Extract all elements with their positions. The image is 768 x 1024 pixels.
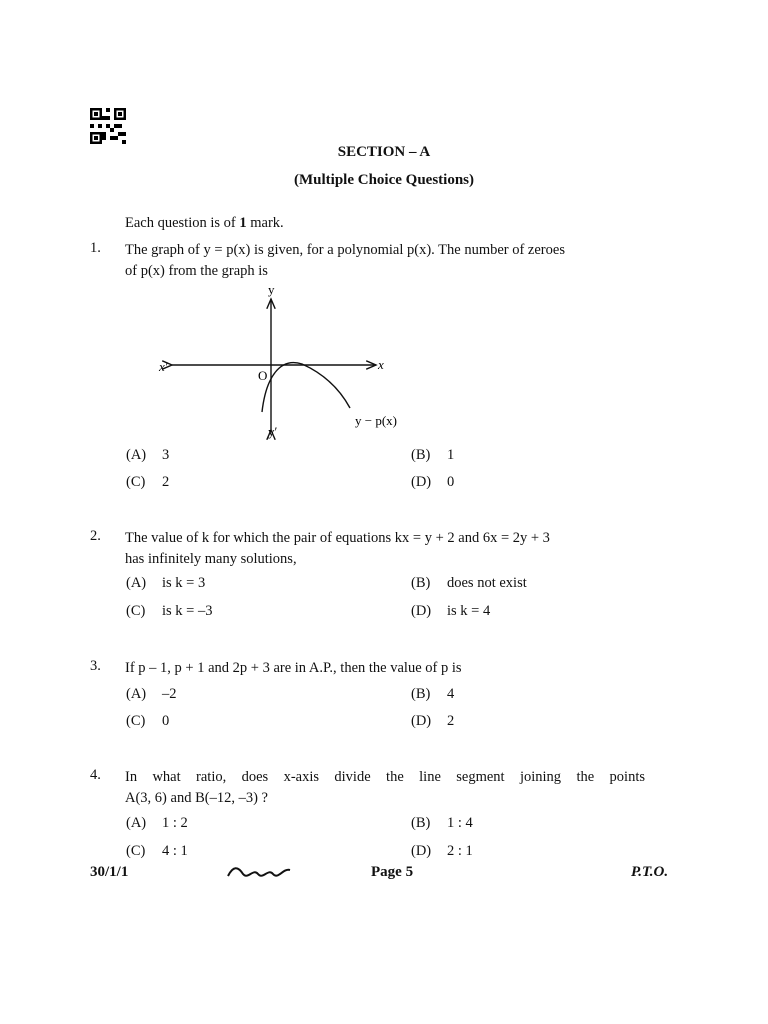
option-b[interactable]: (B) does not exist (411, 575, 527, 591)
option-d[interactable]: (D) 2 : 1 (411, 843, 473, 859)
question-text: In what ratio, does x-axis divide the line segment joining the points A(3, 6) and B(–12, –3) ? (125, 769, 645, 806)
x-axis-label: x (378, 357, 384, 372)
option-d[interactable]: (D) is k = 4 (411, 603, 491, 619)
option-a[interactable]: (A) is k = 3 (126, 575, 206, 591)
question-number: 4. (90, 767, 101, 783)
option-c[interactable]: (C) is k = –3 (126, 603, 213, 619)
option-b[interactable]: (B) 1 (411, 447, 455, 463)
curve-label: y − p(x) (355, 413, 397, 428)
section-title: SECTION – A (337, 144, 431, 160)
marks-value: 1 (239, 215, 247, 231)
option-a[interactable]: (A) 1 : 2 (126, 815, 188, 831)
question-number: 1. (90, 240, 101, 256)
origin-label: O (258, 368, 268, 383)
option-c[interactable]: (C) 2 (126, 474, 170, 490)
question-text: The graph of y = p(x) is given, for a polynomial p(x). The number of zeroes of p(x) from the graph is (125, 242, 565, 279)
pto-label: P.T.O. (631, 864, 669, 880)
paper-code: 30/1/1 (90, 864, 129, 880)
curve (262, 363, 350, 412)
option-c[interactable]: (C) 0 (126, 713, 170, 729)
page-number: Page 5 (371, 864, 414, 880)
qr-code-icon (90, 108, 126, 144)
option-d[interactable]: (D) 2 (411, 713, 455, 729)
question-text: If p – 1, p + 1 and 2p + 3 are in A.P., then the value of p is (125, 660, 462, 676)
y-neg-label: y′ (268, 424, 278, 439)
question-number: 2. (90, 528, 101, 544)
question-number: 3. (90, 658, 101, 674)
option-a[interactable]: (A) 3 (126, 447, 170, 463)
option-a[interactable]: (A) –2 (126, 686, 177, 702)
y-axis-label: y (268, 282, 275, 297)
x-neg-label: x′ (159, 359, 168, 374)
polynomial-graph (150, 282, 420, 442)
section-subtitle: (Multiple Choice Questions) (294, 172, 474, 188)
option-d[interactable]: (D) 0 (411, 474, 455, 490)
question-text: The value of k for which the pair of equations kx = y + 2 and 6x = 2y + 3 has infinitely many solutions, (125, 530, 550, 567)
option-b[interactable]: (B) 4 (411, 686, 455, 702)
option-b[interactable]: (B) 1 : 4 (411, 815, 473, 831)
wave-ornament-icon (226, 864, 292, 882)
option-c[interactable]: (C) 4 : 1 (126, 843, 188, 859)
instruction: Each question is of 1 mark. (125, 215, 284, 231)
